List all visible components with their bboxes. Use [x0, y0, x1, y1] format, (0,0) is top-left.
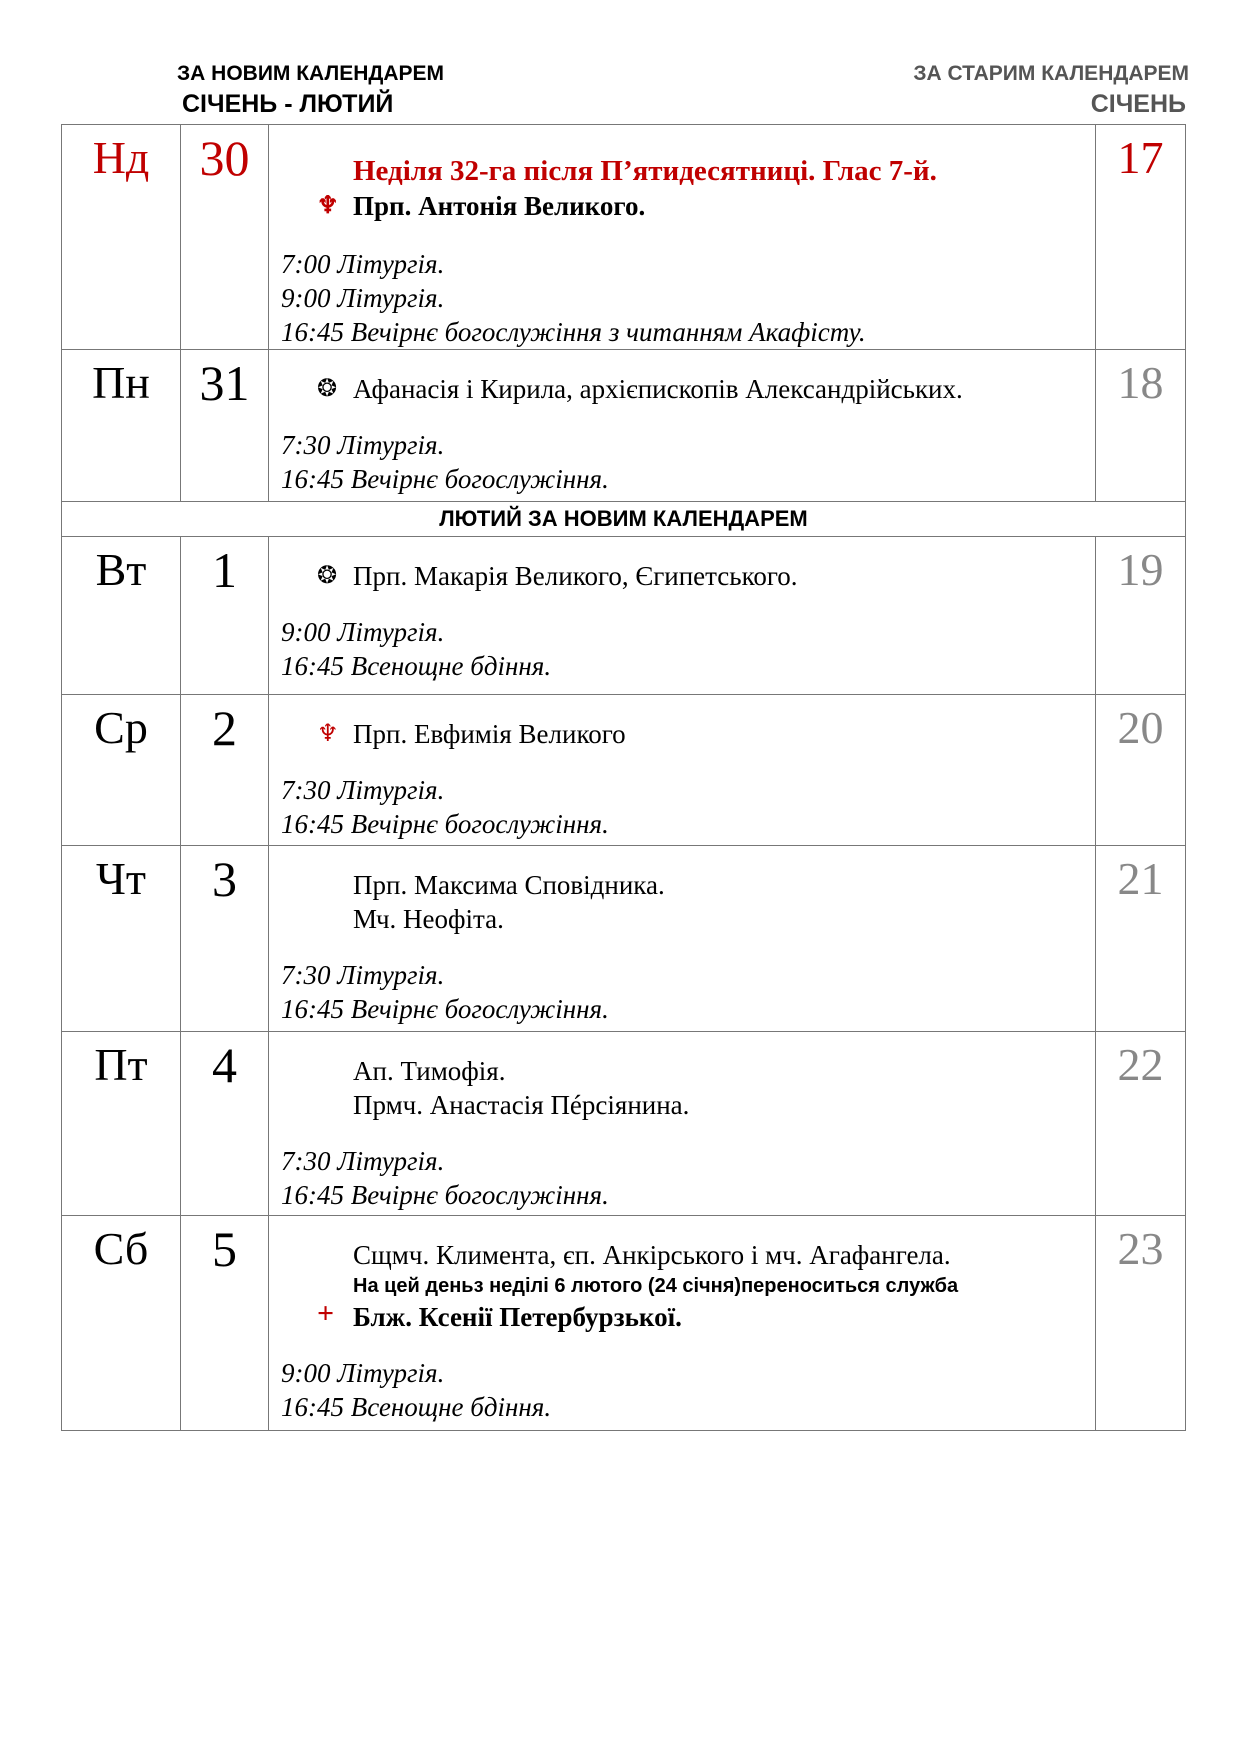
table-row [62, 350, 1186, 502]
table-row [62, 695, 1186, 846]
red-cross-icon: + [317, 1297, 335, 1330]
day-content [269, 350, 1096, 502]
day-of-week: Сб [62, 1216, 181, 1431]
transfer-note: На цей деньз неділі 6 лютого (24 січня)переноситься служба [353, 1275, 959, 1297]
saint: Прп. Антонія Великого. [353, 191, 646, 221]
old-date: 17 [1096, 125, 1186, 350]
old-date: 18 [1096, 350, 1186, 502]
saint: Прп. Максима Сповідника. [353, 870, 665, 900]
old-calendar-month: СІЧЕНЬ [1090, 90, 1186, 118]
day-content [269, 537, 1096, 695]
table-row [62, 1032, 1186, 1216]
six-dot-icon: ❂ [317, 376, 338, 402]
new-date: 3 [181, 846, 269, 1032]
service: 16:45 Всенощне бдіння. [281, 1392, 552, 1422]
saint: Мч. Неофіта. [353, 904, 504, 934]
table-row [62, 125, 1186, 350]
day-of-week: Чт [62, 846, 181, 1032]
day-of-week: Ср [62, 695, 181, 846]
service: 7:00 Літургія. [281, 249, 445, 279]
new-date: 1 [181, 537, 269, 695]
service: 16:45 Вечірнє богослужіння з читанням Акафісту. [281, 317, 866, 347]
saint: Прп. Евфимія Великого [353, 719, 626, 749]
six-dot-icon: ❂ [317, 563, 338, 589]
service: 9:00 Літургія. [281, 283, 445, 313]
day-content [269, 1032, 1096, 1216]
feast-title: Неділя 32-га після П’ятидесятниці. Глас 7-й. [353, 155, 937, 187]
service: 9:00 Літургія. [281, 617, 445, 647]
table-row [62, 846, 1186, 1032]
day-of-week: Пт [62, 1032, 181, 1216]
saint: Блж. Ксенії Петербурзької. [353, 1302, 682, 1332]
month-divider: ЛЮТИЙ ЗА НОВИМ КАЛЕНДАРЕМ [62, 502, 1186, 537]
month-divider-row [62, 502, 1186, 537]
day-content [269, 1216, 1096, 1431]
service: 9:00 Літургія. [281, 1358, 445, 1388]
service: 16:45 Вечірнє богослужіння. [281, 1180, 609, 1210]
service: 7:30 Літургія. [281, 430, 445, 460]
new-date: 4 [181, 1032, 269, 1216]
day-content [269, 695, 1096, 846]
new-date: 2 [181, 695, 269, 846]
service: 16:45 Вечірнє богослужіння. [281, 994, 609, 1024]
day-of-week: Пн [62, 350, 181, 502]
saint: Прп. Макарія Великого, Єгипетського. [353, 561, 798, 591]
new-date: 5 [181, 1216, 269, 1431]
saint: Прмч. Анастасія Пéрсіянина. [353, 1090, 690, 1120]
day-of-week: Вт [62, 537, 181, 695]
day-content [269, 846, 1096, 1032]
service: 7:30 Літургія. [281, 1146, 445, 1176]
old-calendar-label: ЗА СТАРИМ КАЛЕНДАРЕМ [913, 62, 1189, 85]
old-date: 23 [1096, 1216, 1186, 1431]
day-of-week: Нд [62, 125, 181, 350]
new-date: 30 [181, 125, 269, 350]
new-calendar-months: СІЧЕНЬ - ЛЮТИЙ [182, 90, 394, 118]
service: 16:45 Вечірнє богослужіння. [281, 464, 609, 494]
old-date: 20 [1096, 695, 1186, 846]
calendar-table [61, 124, 1186, 1431]
service: 16:45 Вечірнє богослужіння. [281, 809, 609, 839]
service: 16:45 Всенощне бдіння. [281, 651, 552, 681]
cross-in-semicircle-icon: ♆ [317, 721, 339, 747]
service: 7:30 Літургія. [281, 775, 445, 805]
old-date: 19 [1096, 537, 1186, 695]
service: 7:30 Літургія. [281, 960, 445, 990]
cross-in-semicircle-icon: ♆ [317, 193, 339, 219]
new-date: 31 [181, 350, 269, 502]
table-row [62, 537, 1186, 695]
saint: Сщмч. Климента, єп. Анкірського і мч. Агафангела. [353, 1240, 951, 1270]
new-calendar-label: ЗА НОВИМ КАЛЕНДАРЕМ [177, 62, 445, 85]
old-date: 21 [1096, 846, 1186, 1032]
table-row [62, 1216, 1186, 1431]
saint: Афанасія і Кирила, архієпископів Александрійських. [353, 374, 963, 404]
saint: Ап. Тимофія. [353, 1056, 506, 1086]
old-date: 22 [1096, 1032, 1186, 1216]
day-content [269, 125, 1096, 350]
